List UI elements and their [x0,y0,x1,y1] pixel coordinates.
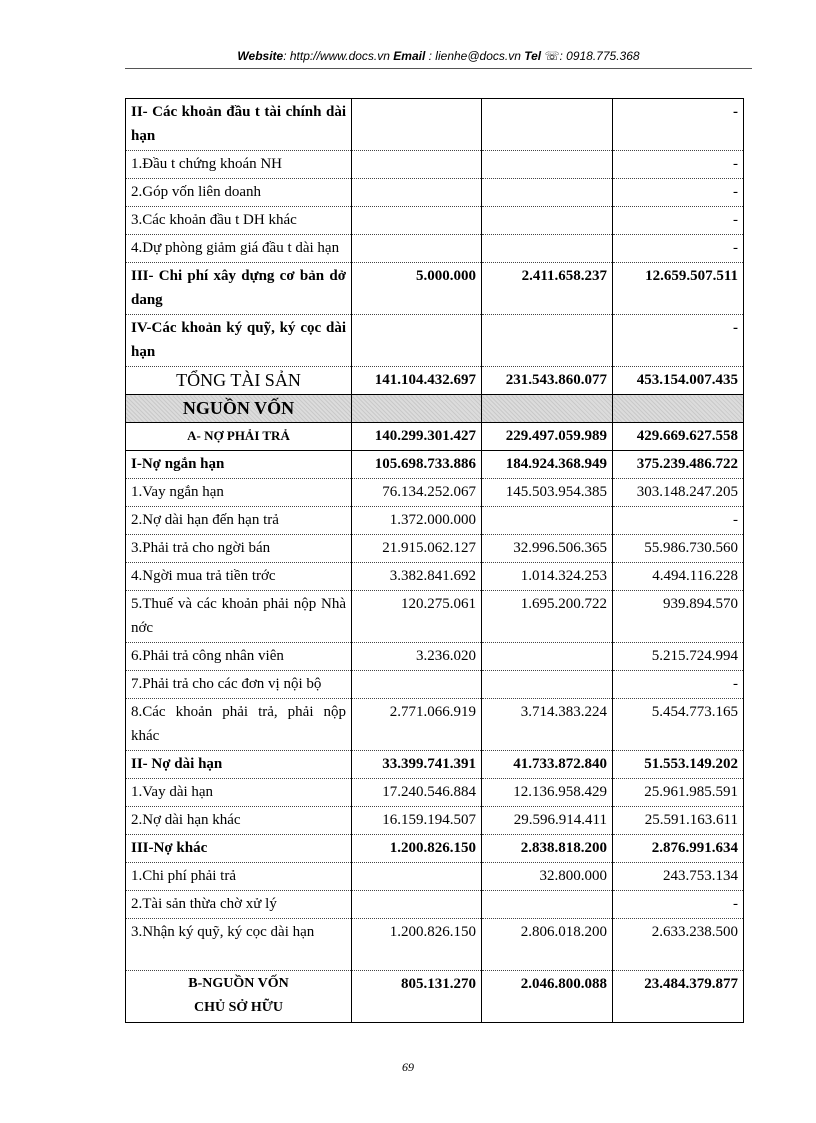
value-col2: 29.596.914.411 [482,807,613,835]
value-col1: 1.372.000.000 [352,507,482,535]
value-col3: 429.669.627.558 [613,423,744,451]
value-col3: - [613,671,744,699]
value-col2: 2.046.800.088 [482,971,613,1023]
value-col1 [352,891,482,919]
value-col1: 3.236.020 [352,643,482,671]
value-col3: 23.484.379.877 [613,971,744,1023]
value-col2: 2.838.818.200 [482,835,613,863]
table-row [126,699,744,751]
value-col1 [352,179,482,207]
value-col1 [352,207,482,235]
table-row [126,751,744,779]
value-col1: 120.275.061 [352,591,482,643]
table-row [126,863,744,891]
value-col1 [352,863,482,891]
value-col1: 141.104.432.697 [352,367,482,395]
row-label: 2.Nợ dài hạn đến hạn trả [126,507,352,535]
row-label: III-Nợ khác [126,835,352,863]
value-col3: - [613,99,744,151]
phone-icon: ☏ [544,49,560,63]
row-label: 6.Phải trả công nhân viên [126,643,352,671]
row-label: 7.Phải trả cho các đơn vị nội bộ [126,671,352,699]
value-col1: 1.200.826.150 [352,919,482,971]
table-row [126,563,744,591]
page-number: 69 [402,1060,414,1074]
row-label: 3.Nhận ký quỹ, ký cọc dài hạn [126,919,352,971]
value-col2: 12.136.958.429 [482,779,613,807]
table-row [126,367,744,395]
table-row [126,99,744,151]
value-col3: 55.986.730.560 [613,535,744,563]
row-label: 4.Dự phòng giảm giá đầu t dài hạn [126,235,352,263]
email-value: : lienhe@docs.vn [428,49,521,63]
value-col1 [352,395,482,423]
value-col1: 105.698.733.886 [352,451,482,479]
row-label: IV-Các khoản ký quỹ, ký cọc dài hạn [126,315,352,367]
value-col3: 4.494.116.228 [613,563,744,591]
value-col3: 25.591.163.611 [613,807,744,835]
table-row [126,479,744,507]
value-col3: 243.753.134 [613,863,744,891]
row-label: 1.Vay ngắn hạn [126,479,352,507]
website-label: Website [237,49,284,63]
value-col1: 76.134.252.067 [352,479,482,507]
value-col1: 3.382.841.692 [352,563,482,591]
value-col2: 145.503.954.385 [482,479,613,507]
row-label: A- NỢ PHẢI TRẢ [126,423,352,451]
table-row [126,891,744,919]
table-row [126,235,744,263]
total-assets-label: TỔNG TÀI SẢN [126,367,352,395]
value-col2 [482,507,613,535]
table-row [126,451,744,479]
value-col1 [352,671,482,699]
page-header [125,49,752,63]
table-row [126,263,744,315]
value-col2: 184.924.368.949 [482,451,613,479]
value-col3: - [613,179,744,207]
value-col3: - [613,891,744,919]
value-col1: 33.399.741.391 [352,751,482,779]
table-row [126,507,744,535]
row-label: II- Nợ dài hạn [126,751,352,779]
value-col3: 12.659.507.511 [613,263,744,315]
value-col2 [482,671,613,699]
table-row [126,179,744,207]
value-col3: 51.553.149.202 [613,751,744,779]
tel-label: Tel [524,49,542,63]
value-col3: 453.154.007.435 [613,367,744,395]
value-col3: - [613,207,744,235]
website-value: : http://www.docs.vn [283,49,390,63]
value-col2: 1.014.324.253 [482,563,613,591]
value-col2 [482,395,613,423]
value-col1 [352,315,482,367]
value-col2: 2.806.018.200 [482,919,613,971]
value-col3 [613,395,744,423]
value-col2: 231.543.860.077 [482,367,613,395]
value-col2 [482,315,613,367]
table-row [126,919,744,971]
value-col1: 1.200.826.150 [352,835,482,863]
value-col1: 5.000.000 [352,263,482,315]
header-rule [125,68,752,69]
table-row [126,971,744,1023]
value-col1 [352,235,482,263]
value-col1 [352,99,482,151]
table-row [126,643,744,671]
email-label: Email [393,49,426,63]
table-row [126,671,744,699]
table-row [126,835,744,863]
row-label: 2.Tài sản thừa chờ xử lý [126,891,352,919]
table-row [126,535,744,563]
table-row [126,395,744,423]
value-col2: 41.733.872.840 [482,751,613,779]
row-label: II- Các khoản đầu t tài chính dài hạn [126,99,352,151]
value-col2: 3.714.383.224 [482,699,613,751]
value-col1: 805.131.270 [352,971,482,1023]
tel-value: : 0918.775.368 [559,49,640,63]
table-row [126,807,744,835]
value-col2 [482,99,613,151]
table-row [126,151,744,179]
value-col3: 25.961.985.591 [613,779,744,807]
owner-equity-label: B-NGUỒN VỐN CHỦ SỞ HỮU [126,971,352,1023]
value-col3: - [613,507,744,535]
value-col2 [482,891,613,919]
value-col3: - [613,151,744,179]
value-col2 [482,235,613,263]
value-col3: 375.239.486.722 [613,451,744,479]
value-col2 [482,643,613,671]
value-col3: 5.454.773.165 [613,699,744,751]
row-label: 1.Đầu t chứng khoán NH [126,151,352,179]
value-col2 [482,151,613,179]
value-col2 [482,179,613,207]
row-label: 2.Góp vốn liên doanh [126,179,352,207]
table-row [126,315,744,367]
table-row [126,591,744,643]
table-row [126,207,744,235]
value-col2: 2.411.658.237 [482,263,613,315]
value-col1: 16.159.194.507 [352,807,482,835]
row-label: 5.Thuế và các khoản phải nộp Nhà nớc [126,591,352,643]
table-row [126,423,744,451]
value-col2 [482,207,613,235]
value-col3: 303.148.247.205 [613,479,744,507]
row-label: 2.Nợ dài hạn khác [126,807,352,835]
value-col3: - [613,315,744,367]
value-col1: 17.240.546.884 [352,779,482,807]
value-col3: - [613,235,744,263]
value-col1 [352,151,482,179]
row-label: I-Nợ ngắn hạn [126,451,352,479]
value-col1: 21.915.062.127 [352,535,482,563]
value-col3: 2.876.991.634 [613,835,744,863]
row-label: 8.Các khoản phải trả, phải nộp khác [126,699,352,751]
value-col1: 2.771.066.919 [352,699,482,751]
value-col3: 5.215.724.994 [613,643,744,671]
value-col2: 32.996.506.365 [482,535,613,563]
row-label: 3.Phải trả cho ngời bán [126,535,352,563]
value-col3: 939.894.570 [613,591,744,643]
row-label: 3.Các khoản đầu t DH khác [126,207,352,235]
value-col2: 1.695.200.722 [482,591,613,643]
table-row [126,779,744,807]
row-label: 1.Vay dài hạn [126,779,352,807]
row-label: III- Chi phí xây dựng cơ bản dở dang [126,263,352,315]
value-col1: 140.299.301.427 [352,423,482,451]
row-label: 4.Ngời mua trả tiền trớc [126,563,352,591]
value-col3: 2.633.238.500 [613,919,744,971]
balance-sheet-table [125,98,744,1023]
section-heading: NGUỒN VỐN [126,395,352,423]
value-col2: 32.800.000 [482,863,613,891]
value-col2: 229.497.059.989 [482,423,613,451]
row-label: 1.Chi phí phải trả [126,863,352,891]
